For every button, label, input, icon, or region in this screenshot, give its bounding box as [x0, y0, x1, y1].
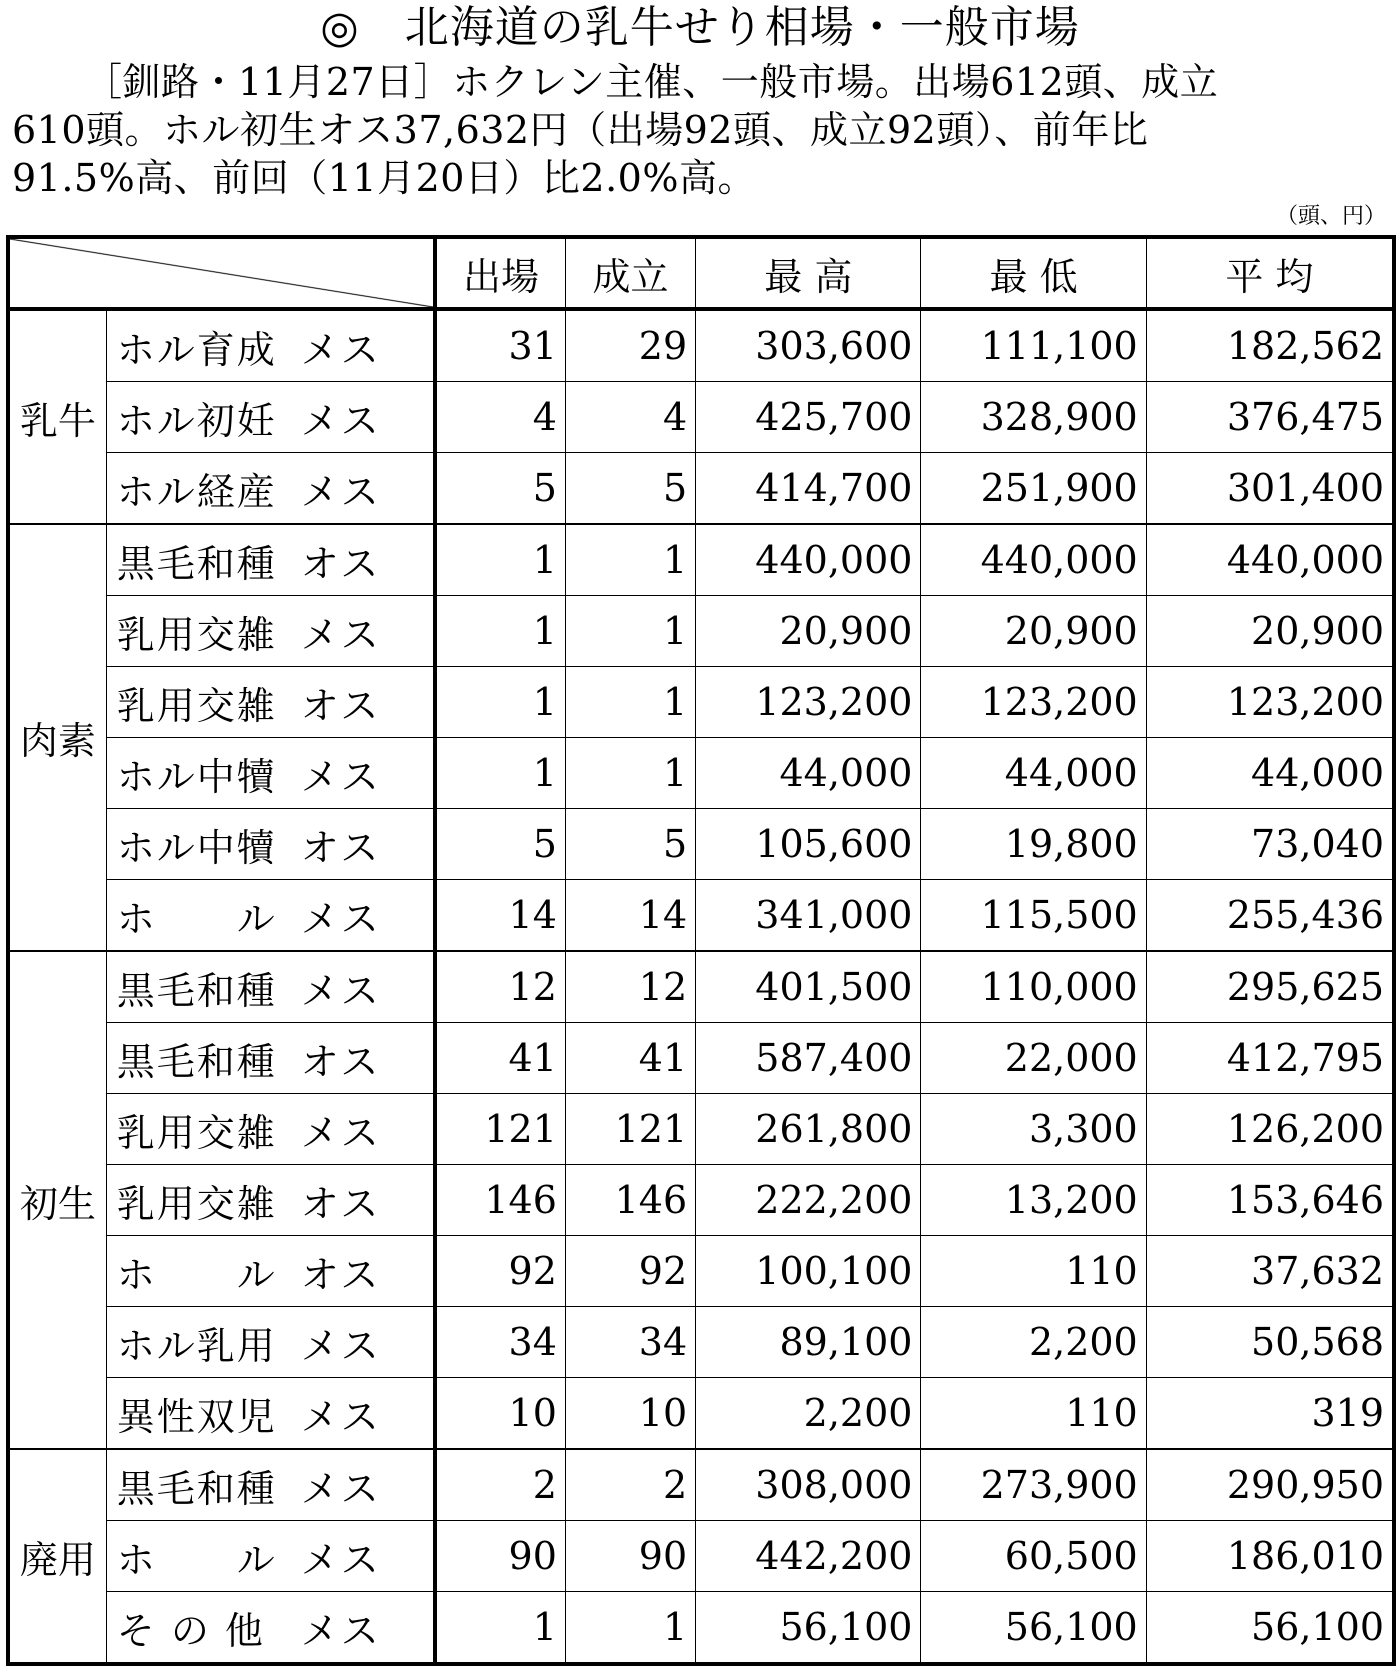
group-label: 乳牛	[8, 309, 106, 524]
seiritsu-cell: 90	[565, 1521, 695, 1592]
breed-label: ホル乳用	[116, 1323, 277, 1368]
avg-price-cell: 73,040	[1146, 809, 1394, 880]
high-price-cell: 587,400	[696, 1023, 921, 1094]
item-name	[106, 382, 435, 453]
table-row	[8, 1236, 1394, 1307]
breed-label: そ の 他	[116, 1608, 265, 1653]
breed-label: ホル中犢	[116, 754, 277, 799]
seiritsu-cell: 121	[565, 1094, 695, 1165]
table-row	[8, 809, 1394, 880]
shutsujo-cell: 1	[435, 738, 565, 809]
shutsujo-cell: 14	[435, 880, 565, 952]
avg-price-cell: 126,200	[1146, 1094, 1394, 1165]
high-price-cell: 261,800	[696, 1094, 921, 1165]
breed-label: 黒毛和種	[116, 1039, 277, 1084]
sex-label: オス	[300, 541, 381, 586]
seiritsu-cell: 1	[565, 738, 695, 809]
item-name	[106, 1378, 435, 1450]
high-price-cell: 222,200	[696, 1165, 921, 1236]
avg-price-cell: 440,000	[1146, 524, 1394, 596]
table-row	[8, 309, 1394, 382]
breed-label: ホル育成	[116, 327, 277, 372]
table-row	[8, 1521, 1394, 1592]
sex-label: オス	[300, 1039, 381, 1084]
shutsujo-cell: 1	[435, 1592, 565, 1665]
avg-price-cell: 56,100	[1146, 1592, 1394, 1665]
shutsujo-cell: 1	[435, 524, 565, 596]
shutsujo-cell: 12	[435, 951, 565, 1023]
high-price-cell: 401,500	[696, 951, 921, 1023]
avg-price-cell: 44,000	[1146, 738, 1394, 809]
table-row	[8, 453, 1394, 525]
avg-price-cell: 412,795	[1146, 1023, 1394, 1094]
lead-paragraph	[12, 58, 1392, 202]
sex-label: メス	[300, 469, 381, 514]
shutsujo-cell: 146	[435, 1165, 565, 1236]
avg-price-cell: 182,562	[1146, 309, 1394, 382]
low-price-cell: 20,900	[921, 596, 1146, 667]
high-price-cell: 105,600	[696, 809, 921, 880]
header-seiritsu: 成立	[565, 237, 695, 309]
item-name	[106, 880, 435, 952]
low-price-cell: 13,200	[921, 1165, 1146, 1236]
sex-label: メス	[300, 1110, 381, 1155]
shutsujo-cell: 5	[435, 453, 565, 525]
breed-label: 黒毛和種	[116, 968, 277, 1013]
table-row	[8, 1307, 1394, 1378]
breed-label: 乳用交雑	[116, 1181, 277, 1226]
shutsujo-cell: 1	[435, 596, 565, 667]
high-price-cell: 425,700	[696, 382, 921, 453]
breed-label: 乳用交雑	[116, 1110, 277, 1155]
low-price-cell: 56,100	[921, 1592, 1146, 1665]
high-price-cell: 123,200	[696, 667, 921, 738]
header-high: 最 高	[696, 237, 921, 309]
sex-label: メス	[300, 1323, 381, 1368]
sex-label: オス	[300, 683, 381, 728]
sex-label: メス	[300, 1537, 381, 1582]
breed-label: 異性双児	[116, 1394, 277, 1439]
lead-line-3: 91.5%高、前回（11月20日）比2.0%高。	[12, 156, 756, 200]
table-row	[8, 596, 1394, 667]
header-low: 最 低	[921, 237, 1146, 309]
table-row	[8, 667, 1394, 738]
low-price-cell: 440,000	[921, 524, 1146, 596]
item-name	[106, 1592, 435, 1665]
item-name	[106, 1165, 435, 1236]
item-name	[106, 1307, 435, 1378]
avg-price-cell: 255,436	[1146, 880, 1394, 952]
low-price-cell: 251,900	[921, 453, 1146, 525]
breed-label: ホル経産	[116, 469, 277, 514]
table-row	[8, 1378, 1394, 1450]
item-name	[106, 309, 435, 382]
item-name	[106, 1236, 435, 1307]
avg-price-cell: 376,475	[1146, 382, 1394, 453]
shutsujo-cell: 10	[435, 1378, 565, 1450]
high-price-cell: 89,100	[696, 1307, 921, 1378]
seiritsu-cell: 14	[565, 880, 695, 952]
avg-price-cell: 319	[1146, 1378, 1394, 1450]
high-price-cell: 308,000	[696, 1449, 921, 1521]
high-price-cell: 44,000	[696, 738, 921, 809]
table-row	[8, 880, 1394, 952]
low-price-cell: 22,000	[921, 1023, 1146, 1094]
seiritsu-cell: 12	[565, 951, 695, 1023]
sex-label: オス	[300, 1252, 381, 1297]
header-avg: 平 均	[1146, 237, 1394, 309]
seiritsu-cell: 10	[565, 1378, 695, 1450]
low-price-cell: 19,800	[921, 809, 1146, 880]
avg-price-cell: 153,646	[1146, 1165, 1394, 1236]
table-row	[8, 738, 1394, 809]
table-row	[8, 1094, 1394, 1165]
breed-label: 黒毛和種	[116, 541, 277, 586]
low-price-cell: 2,200	[921, 1307, 1146, 1378]
sex-label: メス	[300, 1394, 381, 1439]
avg-price-cell: 123,200	[1146, 667, 1394, 738]
item-name	[106, 596, 435, 667]
item-name	[106, 524, 435, 596]
group-label: 初生	[8, 951, 106, 1449]
avg-price-cell: 295,625	[1146, 951, 1394, 1023]
group-label: 肉素	[8, 524, 106, 951]
page-title: ◎ 北海道の乳牛せり相場・一般市場	[320, 2, 1080, 53]
high-price-cell: 100,100	[696, 1236, 921, 1307]
header-shutsujo: 出場	[435, 237, 565, 309]
low-price-cell: 3,300	[921, 1094, 1146, 1165]
seiritsu-cell: 2	[565, 1449, 695, 1521]
shutsujo-cell: 90	[435, 1521, 565, 1592]
sex-label: メス	[300, 327, 381, 372]
shutsujo-cell: 1	[435, 667, 565, 738]
low-price-cell: 328,900	[921, 382, 1146, 453]
high-price-cell: 442,200	[696, 1521, 921, 1592]
header-row	[8, 237, 1394, 309]
sex-label: メス	[300, 1466, 381, 1511]
sex-label: メス	[300, 398, 381, 443]
seiritsu-cell: 1	[565, 667, 695, 738]
item-name	[106, 1521, 435, 1592]
seiritsu-cell: 92	[565, 1236, 695, 1307]
seiritsu-cell: 5	[565, 453, 695, 525]
seiritsu-cell: 1	[565, 1592, 695, 1665]
table-row	[8, 1023, 1394, 1094]
seiritsu-cell: 29	[565, 309, 695, 382]
avg-price-cell: 301,400	[1146, 453, 1394, 525]
low-price-cell: 273,900	[921, 1449, 1146, 1521]
item-name	[106, 951, 435, 1023]
corner-cell	[8, 237, 435, 309]
breed-label: ホ ル	[116, 1537, 277, 1582]
high-price-cell: 341,000	[696, 880, 921, 952]
item-name	[106, 1023, 435, 1094]
shutsujo-cell: 2	[435, 1449, 565, 1521]
shutsujo-cell: 121	[435, 1094, 565, 1165]
seiritsu-cell: 4	[565, 382, 695, 453]
low-price-cell: 60,500	[921, 1521, 1146, 1592]
group-label: 廃用	[8, 1449, 106, 1664]
high-price-cell: 56,100	[696, 1592, 921, 1665]
breed-label: ホ ル	[116, 896, 277, 941]
breed-label: 乳用交雑	[116, 612, 277, 657]
avg-price-cell: 20,900	[1146, 596, 1394, 667]
sex-label: メス	[300, 1608, 381, 1653]
lead-line-1: ［釧路・11月27日］ホクレン主催、一般市場。出場612頭、成立	[84, 60, 1219, 104]
item-name	[106, 809, 435, 880]
avg-price-cell: 186,010	[1146, 1521, 1394, 1592]
seiritsu-cell: 5	[565, 809, 695, 880]
sex-label: オス	[300, 825, 381, 870]
shutsujo-cell: 31	[435, 309, 565, 382]
item-name	[106, 1449, 435, 1521]
breed-label: ホル初妊	[116, 398, 277, 443]
avg-price-cell: 50,568	[1146, 1307, 1394, 1378]
breed-label: 乳用交雑	[116, 683, 277, 728]
high-price-cell: 2,200	[696, 1378, 921, 1450]
low-price-cell: 110	[921, 1236, 1146, 1307]
avg-price-cell: 290,950	[1146, 1449, 1394, 1521]
shutsujo-cell: 92	[435, 1236, 565, 1307]
item-name	[106, 738, 435, 809]
item-name	[106, 1094, 435, 1165]
low-price-cell: 44,000	[921, 738, 1146, 809]
low-price-cell: 110	[921, 1378, 1146, 1450]
breed-label: ホ ル	[116, 1252, 277, 1297]
high-price-cell: 440,000	[696, 524, 921, 596]
high-price-cell: 20,900	[696, 596, 921, 667]
sex-label: メス	[300, 896, 381, 941]
seiritsu-cell: 34	[565, 1307, 695, 1378]
high-price-cell: 303,600	[696, 309, 921, 382]
unit-note: （頭、円）	[1275, 204, 1386, 229]
seiritsu-cell: 1	[565, 596, 695, 667]
low-price-cell: 123,200	[921, 667, 1146, 738]
table-row	[8, 951, 1394, 1023]
seiritsu-cell: 1	[565, 524, 695, 596]
item-name	[106, 667, 435, 738]
table-row	[8, 1592, 1394, 1665]
shutsujo-cell: 41	[435, 1023, 565, 1094]
avg-price-cell: 37,632	[1146, 1236, 1394, 1307]
table-row	[8, 524, 1394, 596]
market-price-table	[6, 235, 1396, 1666]
low-price-cell: 111,100	[921, 309, 1146, 382]
table-row	[8, 1165, 1394, 1236]
seiritsu-cell: 41	[565, 1023, 695, 1094]
sex-label: メス	[300, 612, 381, 657]
low-price-cell: 110,000	[921, 951, 1146, 1023]
item-name	[106, 453, 435, 525]
table-row	[8, 382, 1394, 453]
breed-label: 黒毛和種	[116, 1466, 277, 1511]
shutsujo-cell: 4	[435, 382, 565, 453]
table-row	[8, 1449, 1394, 1521]
shutsujo-cell: 5	[435, 809, 565, 880]
high-price-cell: 414,700	[696, 453, 921, 525]
low-price-cell: 115,500	[921, 880, 1146, 952]
sex-label: オス	[300, 1181, 381, 1226]
table-body	[8, 309, 1394, 1664]
shutsujo-cell: 34	[435, 1307, 565, 1378]
breed-label: ホル中犢	[116, 825, 277, 870]
sex-label: メス	[300, 754, 381, 799]
lead-line-2: 610頭。ホル初生オス37,632円（出場92頭、成立92頭）、前年比	[12, 108, 1149, 152]
sex-label: メス	[300, 968, 381, 1013]
seiritsu-cell: 146	[565, 1165, 695, 1236]
